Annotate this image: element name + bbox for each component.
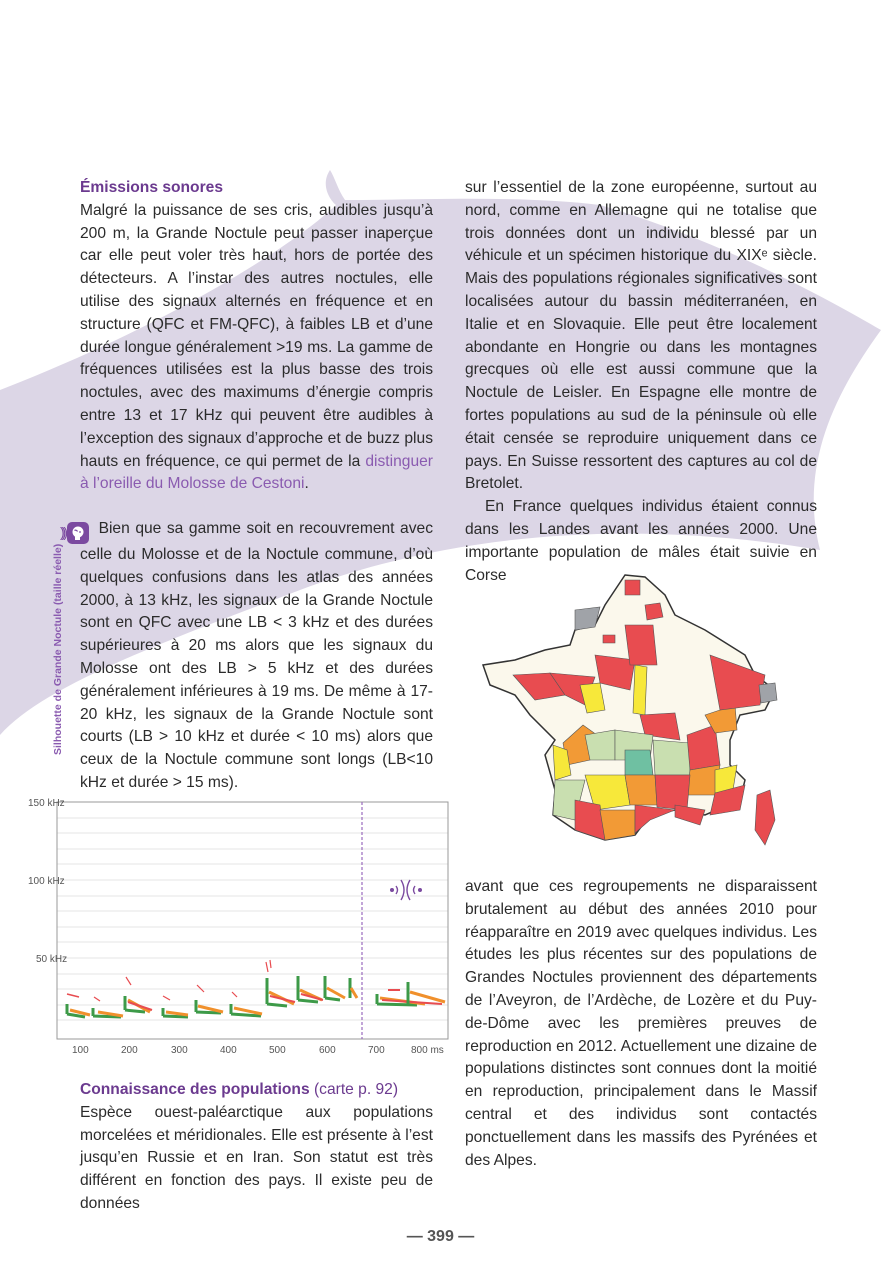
svg-text:100: 100 [72, 1045, 89, 1056]
section-heading-populations [80, 1079, 433, 1102]
svg-text:200: 200 [121, 1045, 138, 1056]
sound-waves-icon [391, 880, 422, 900]
y-tick-100: 100 kHz [28, 876, 65, 887]
france-paragraph: En France quelques individus étaient connus dans les Landes avant les années 2000. Une importante population de mâles était suivie en Corse [465, 498, 817, 584]
svg-text:800 ms: 800 ms [411, 1045, 444, 1056]
y-tick-50: 50 kHz [36, 954, 68, 965]
gridlines [57, 802, 448, 1020]
france-distribution-map [475, 565, 795, 860]
emissions-paragraph [80, 200, 433, 496]
svg-text:700: 700 [368, 1045, 385, 1056]
populations-heading: Connaissance des populations [80, 1081, 310, 1098]
populations-paragraph: Espèce ouest-paléarctique aux populations morcelées et méridionales. Elle est présente à l’est jusqu’en Russie et en Iran. Son statut est très différent en fonction des pays. Il existe peu de données [80, 1103, 433, 1212]
emissions-text: Malgré la puissance de ses cris, audibles jusqu’à 200 m, la Grande Noctule peut passer inaperçue car elle peut voler très haut, hors de portée des détecteurs. A l’instar des autres noctules, elle utilise des signaux alternés en fréquence et en structure (QFC et FM-QFC), à faibles LB et d’une durée longue généralement >19 ms. La gamme de fréquences utilisées est la plus basse des trois noctules, avec des maximums d’énergie compris entre 13 et 17 kHz qui peuvent être audibles à l’exception des signaux d’approche et de buzz plus hauts en fréquence, ce qui permet de la [80, 201, 433, 470]
right-column-bottom [465, 876, 817, 1172]
right-column [465, 177, 817, 587]
svg-text:300: 300 [171, 1045, 188, 1056]
svg-text:600: 600 [319, 1045, 336, 1056]
map-page-reference[interactable]: (carte p. 92) [309, 1081, 399, 1098]
note-text: Bien que sa gamme soit en recouvrement avec celle du Molosse et de la Noctule commune, d’où quelques confusions dans les atlas des années 2000, à 13 kHz, les signaux de la Grande Noctule sont en QFC avec une LB < 3 kHz et des durées supérieures à 20 ms alors que les signaux du Molosse ont des LB > 5 kHz et des durées généralement inférieures à 19 ms. De même à 17-20 kHz, les signaux de la Grande Noctule sont courts (LB > 10 kHz et durée < 10 ms) alors que ceux de la Noctule commune sont longs (LB<10 kHz et durée > 15 ms). [80, 520, 433, 791]
section-heading-emissions: Émissions sonores [80, 179, 223, 196]
left-column-bottom [80, 1079, 433, 1216]
populations-paragraph-continued: sur l’essentiel de la zone européenne, surtout au nord, comme en Allemagne qui ne totalise que trois données dont un individu blessé par un véhicule et un spécimen historique du XIXᵉ siècle. Mais des populations régionales significatives sont localisées autour du bassin méditerranéen, en Italie et en Slovaquie. Elle peut être localement abondante en Hongrie ou dans les montagnes grecques où elle est aussi commune que la Noctule de Leisler. En Espagne elle montre de fortes populations au sud de la péninsule où elle était censée se reproduire uniquement dans ce pays. En Suisse ressortent des captures au col de Bretolet. [465, 179, 817, 493]
left-column [60, 177, 433, 795]
svg-text:500: 500 [269, 1045, 286, 1056]
ear-listen-icon [67, 522, 89, 544]
spectrogram-figure [20, 792, 460, 1062]
sound-waves-icon: ))) [60, 524, 65, 541]
france-paragraph-continued: avant que ces regroupements ne disparaissent brutalement au début des années 2010 pour réapparaître en 2019 avec quelques individus. Les études les plus récentes sur des populations de Grandes Noctules proviennent des départements de l’Aveyron, de l’Ardèche, de Lozère et du Puy-de-Dôme avec les premières preuves de reproduction en 2012. Actuellement une dizaine de populations distinctes sont connues dont la moitié en reproduction, principalement dans le Massif central et des individus sont contactés ponctuellement dans les massifs des Pyrénées et des Alpes. [465, 878, 817, 1169]
silhouette-caption: Silhouette de Grande Noctule (taille réelle) [52, 543, 64, 755]
identification-note [60, 518, 433, 795]
svg-text:400: 400 [220, 1045, 237, 1056]
cross-reference-link[interactable]: distinguer à l’oreille du Molosse de Cestoni [80, 452, 433, 493]
period: . [304, 475, 309, 493]
page-number: — 399 — [406, 1228, 475, 1245]
note-marker [60, 521, 89, 544]
y-tick-150: 150 kHz [28, 798, 65, 809]
